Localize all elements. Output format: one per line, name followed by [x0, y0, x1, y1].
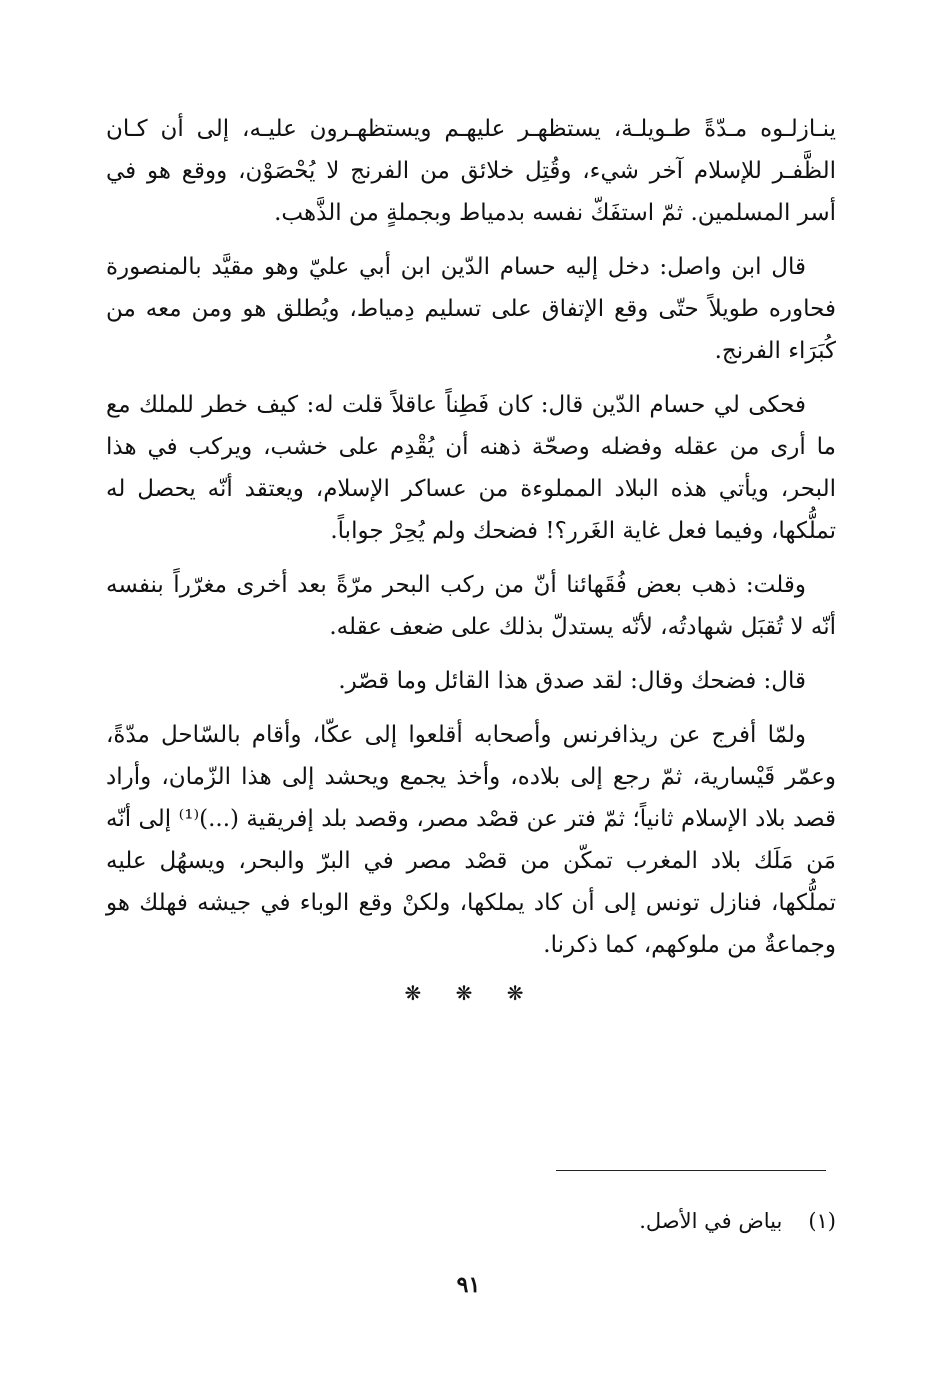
paragraph-1: ينـازلـوه مـدّةً طـويلـة، يستظهـر عليهـم ويستظهـرون عليـه، إلى أن كـان الظَّفـر للإسلام آخر شيء، وقُتِل خلائق من الفرنج لا يُحْصَوْن، ووقع هو في أسر المسلمين. ثمّ استفَكّ نفسه بدمياط وبجملةٍ من الذَّهب.	[106, 116, 836, 226]
paragraph-5: قال: فضحك وقال: لقد صدق هذا القائل وما قصّر.	[338, 668, 806, 694]
page-number: ٩١	[456, 1272, 481, 1298]
footnote	[440, 1203, 836, 1239]
paragraph-4: وقلت: ذهب بعض فُقَهائنا أنّ من ركب البحر مرّةً بعد أخرى مغرّراً بنفسه أنّه لا تُقبَل شهادتُه، لأنّه يستدلّ بذلك على ضعف عقله.	[106, 572, 836, 640]
footnote-number: (١)	[808, 1209, 836, 1233]
paragraph-2: قال ابن واصل: دخل إليه حسام الدّين ابن أبي عليّ وهو مقيَّد بالمنصورة فحاوره طويلاً حتّى وقع الإتفاق على تسليم دِمياط، ويُطلق هو ومن معه من كُبَرَاء الفرنج.	[106, 254, 836, 364]
footnote-divider	[556, 1170, 826, 1171]
footnote-text: بياض في الأصل.	[639, 1209, 783, 1233]
paragraph-6: ولمّا أفرج عن ريذافرنس وأصحابه أقلعوا إلى عكّا، وأقام بالسّاحل مدّةً، وعمّر قَيْسارية، ثمّ رجع إلى بلاده، وأخذ يجمع ويحشد إلى هذا الزّمان، وأراد قصد بلاد الإسلام ثانياً؛ ثمّ فتر عن قصْد مصر، وقصد بلد إفريقية (...)⁽¹⁾ إلى أنّه مَن مَلَك بلاد المغرب تمكّن من قصْد مصر في البرّ والبحر، ويسهُل عليه تملُّكها، فنازل تونس إلى أن كاد يملكها، ولكنْ وقع الوباء في جيشه فهلك هو وجماعةٌ من ملوكهم، كما ذكرنا.	[106, 722, 836, 958]
main-text	[106, 108, 836, 1014]
paragraph-3: فحكى لي حسام الدّين قال: كان فَطِناً عاقلاً قلت له: كيف خطر للملك مع ما أرى من عقله وفضله وصحّة ذهنه أن يُقْدِم على خشب، ويركب في هذا البحر، ويأتي هذه البلاد المملوءة من عساكر الإسلام، ويعتقد أنّه يحصل له تملُّكها، وفيما فعل غاية الغَرر؟! فضحك ولم يُحِرْ جواباً.	[106, 392, 836, 544]
section-separator: ❋ ❋ ❋	[404, 981, 538, 1005]
